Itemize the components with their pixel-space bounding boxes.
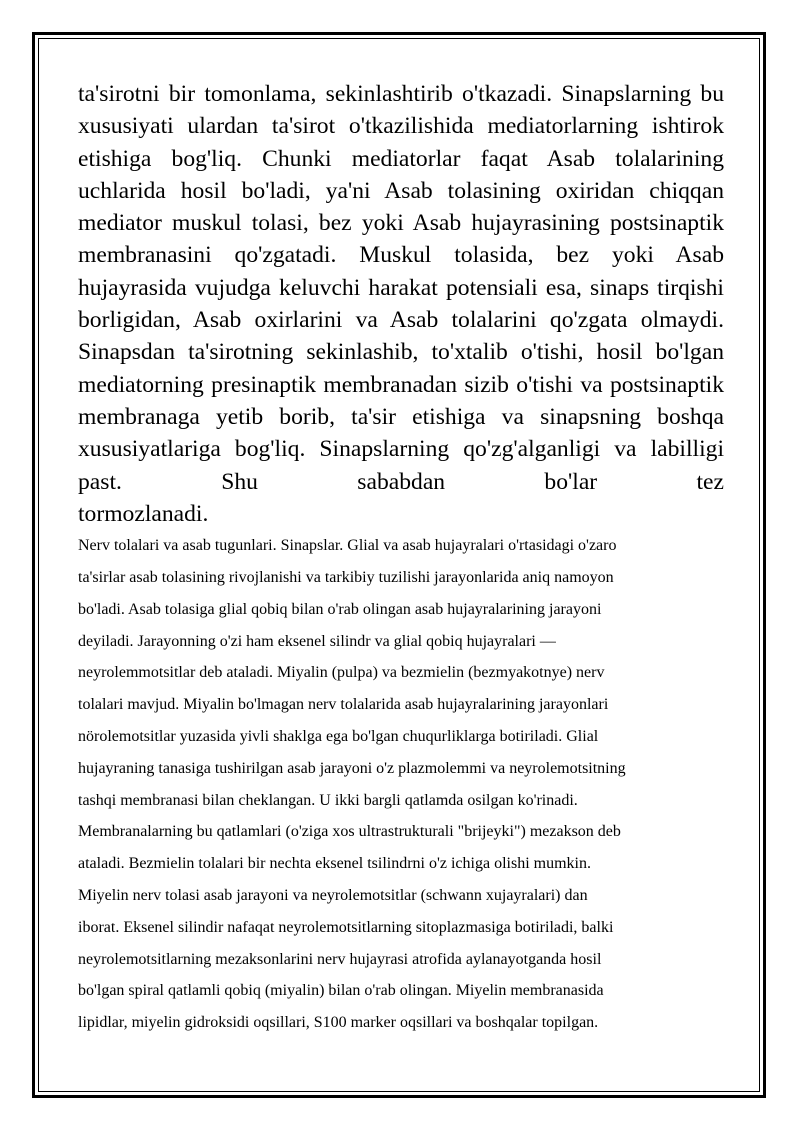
text-line: nörolemotsitlar yuzasida yivli shaklga ega bo'lgan chuqurliklarga botiriladi. Glial [78,727,599,745]
text-line: tashqi membranasi bilan cheklangan. U ikki bargli qatlamda osilgan ko'rinadi. [78,791,578,809]
paragraph-synapse-properties: ta'sirotni bir tomonlama, sekinlashtirib o'tkazadi. Sinapslarning bu xususiyati ulardan ta'sirot o'tkazilishida mediatorlarning ishtirok etishiga bog'liq. Chunki mediatorlar faqat Asab tolalarining uchlarida hosil bo'ladi, ya'ni Asab tolasining oxiridan chiqqan mediator muskul tolasi, bez yoki Asab hujayrasining postsinaptik membranasini qo'zgatadi. Muskul tolasida, bez yoki Asab hujayrasida vujudga keluvchi harakat potensiali esa, sinaps tirqishi borligidan, Asab oxirlarini va Asab tolalarini qo'zgata olmaydi. Sinapsdan ta'sirotning sekinlashib, to'xtalib o'tishi, hosil bo'lgan mediatorning presinaptik membranadan sizib o'tishi va postsinaptik membranaga yetib borib, ta'sir etishiga va sinapsning boshqa xususiyatlariga bog'liq. Sinapslarning qo'zg'alganligi va labilligi past. Shu sababdan bo'lar tez [78,81,724,495]
text-line: hujayraning tanasiga tushirilgan asab jarayoni o'z plazmolemmi va neyrolemotsitning [78,759,626,777]
text-line: neyrolemmotsitlar deb ataladi. Miyalin (pulpa) va bezmielin (bezmyakotnye) nerv [78,664,605,682]
text-line: ataladi. Bezmielin tolalari bir nechta eksenel tsilindrni o'z ichiga olishi mumkin. [78,855,591,873]
paragraph-synapse-properties-last-line: tormozlanadi. [78,500,209,527]
text-line: bo'lgan spiral qatlamli qobiq (miyalin) bilan o'rab olingan. Miyelin membranasida [78,982,604,1000]
text-line: iborat. Eksenel silindir nafaqat neyrolemotsitlarning sitoplazmasiga botiriladi, balki [78,918,614,936]
text-line: Membranalarning bu qatlamlari (o'ziga xos ultrastrukturali "brijeyki") mezakson deb [78,823,621,841]
text-line: bo'ladi. Asab tolasiga glial qobiq bilan o'rab olingan asab hujayralarining jarayoni [78,600,602,618]
document-body [78,78,724,1039]
text-line: ta'sirlar asab tolasining rivojlanishi va tarkibiy tuzilishi jarayonlarida aniq namoyon [78,568,614,586]
paragraph-nerve-fibers [78,530,724,1039]
text-line: deyiladi. Jarayonning o'zi ham eksenel silindr va glial qobiq hujayralari — [78,632,556,650]
text-line: Miyelin nerv tolasi asab jarayoni va neyrolemotsitlar (schwann xujayralari) dan [78,886,588,904]
text-line: Nerv tolalari va asab tugunlari. Sinapslar. Glial va asab hujayralari o'rtasidagi o'zaro [78,537,617,555]
text-line: lipidlar, miyelin gidroksidi oqsillari, S100 marker oqsillari va boshqalar topilgan. [78,1014,599,1032]
text-line: tolalari mavjud. Miyalin bo'lmagan nerv tolalarida asab hujayralarining jarayonlari [78,696,609,714]
text-line: neyrolemotsitlarning mezaksonlarini nerv hujayrasi atrofida aylanayotganda hosil [78,950,602,968]
